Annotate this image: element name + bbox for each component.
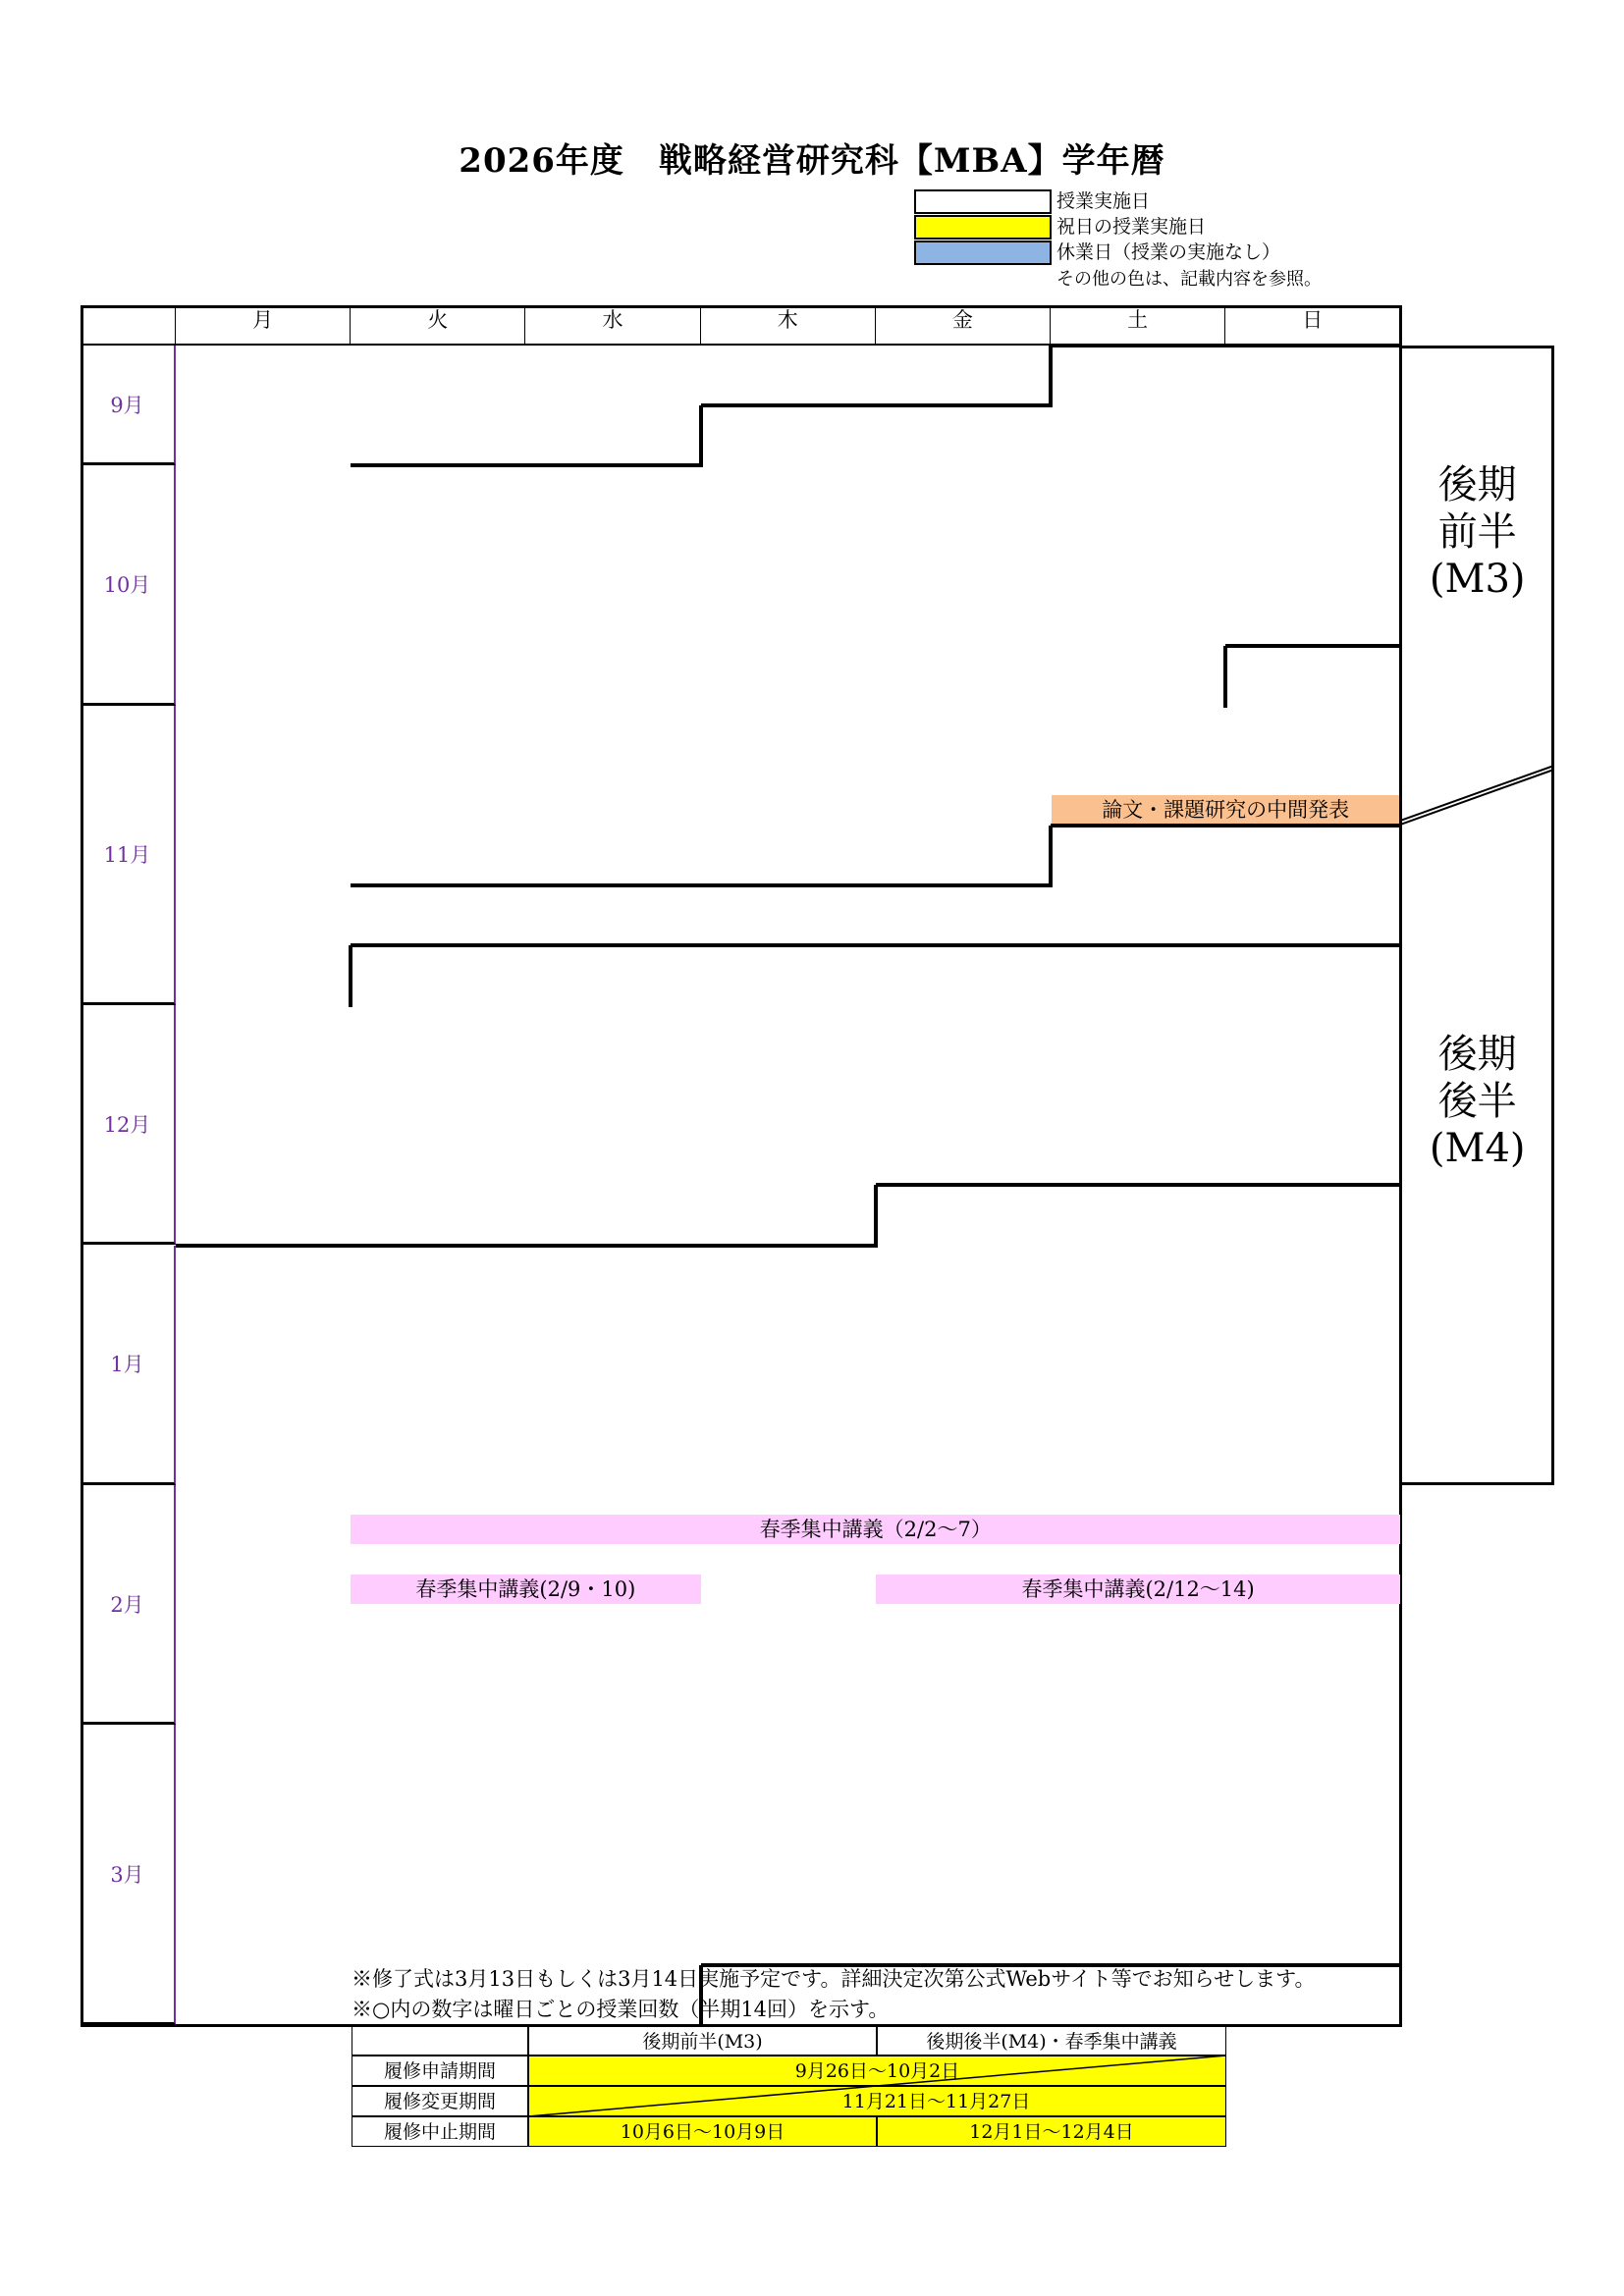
term-boundary-line bbox=[1051, 824, 1402, 828]
term-label-line: 前半 bbox=[1437, 509, 1517, 555]
table-diagonal-lines bbox=[528, 2056, 1226, 2147]
legend-label: 休業日（授業の実施なし） bbox=[1056, 241, 1281, 263]
term-boundary-line bbox=[351, 463, 702, 467]
weekday-header: 水 bbox=[525, 305, 700, 346]
table-header: 後期前半(M3) bbox=[528, 2026, 877, 2056]
table-row-label: 履修申請期間 bbox=[352, 2056, 528, 2086]
term-boundary-line bbox=[349, 945, 352, 1007]
term-boundary-line bbox=[1049, 826, 1053, 887]
month-label: 3月 bbox=[81, 1725, 176, 2025]
legend-swatch-class-day bbox=[914, 189, 1052, 214]
weekday-header: 金 bbox=[876, 305, 1051, 346]
table-cell-period: 12月1日～12月4日 bbox=[877, 2116, 1226, 2147]
term-label-line: (M4) bbox=[1429, 1126, 1526, 1171]
term-label-line: 後半 bbox=[1437, 1079, 1517, 1124]
legend-label: 授業実施日 bbox=[1056, 190, 1151, 212]
month-label: 12月 bbox=[81, 1005, 176, 1245]
term-label-line: 後期 bbox=[1437, 1032, 1517, 1077]
term-boundary-line bbox=[1225, 644, 1402, 648]
table-cell-period: 9月26日～10月2日 bbox=[528, 2056, 1226, 2086]
legend-label: 祝日の授業実施日 bbox=[1056, 216, 1207, 238]
table-row-label: 履修中止期間 bbox=[352, 2116, 528, 2147]
term-boundary-line bbox=[699, 405, 703, 467]
month-label: 10月 bbox=[81, 465, 176, 705]
table-row-label: 履修変更期間 bbox=[352, 2086, 528, 2116]
term-label-first-half bbox=[1402, 461, 1552, 609]
term-boundary-line bbox=[701, 403, 1053, 407]
month-label: 2月 bbox=[81, 1485, 176, 1725]
term-boundary-line bbox=[351, 883, 1053, 887]
midterm-presentation-band: 論文・課題研究の中間発表 bbox=[1052, 795, 1399, 825]
month-label: 11月 bbox=[81, 706, 176, 1006]
month-label: 1月 bbox=[81, 1246, 176, 1485]
term-divider-line bbox=[1400, 766, 1554, 844]
term-boundary-line bbox=[176, 1244, 878, 1248]
term-boundary-line bbox=[351, 943, 1402, 947]
spring-intensive-band: 春季集中講義(2/9・10) bbox=[351, 1575, 700, 1604]
note-graduation: ※修了式は3月13日もしくは3月14日実施予定です。詳細決定次第公式Webサイト等でお知らせします。 bbox=[352, 1967, 1316, 1991]
term-boundary-line bbox=[1051, 344, 1402, 347]
calendar-frame bbox=[81, 305, 1402, 2027]
weekday-header: 木 bbox=[701, 305, 876, 346]
month-label: 9月 bbox=[81, 346, 176, 465]
table-cell-period: 11月21日～11月27日 bbox=[528, 2086, 1226, 2116]
table-corner bbox=[352, 2026, 528, 2056]
weekday-header: 火 bbox=[351, 305, 525, 346]
spring-intensive-band: 春季集中講義(2/12～14) bbox=[876, 1575, 1401, 1604]
weekday-header: 月 bbox=[176, 305, 351, 346]
term-boundary-line bbox=[876, 1183, 1403, 1187]
legend-swatch-closed-day bbox=[914, 240, 1052, 265]
legend-swatch-holiday-class bbox=[914, 215, 1052, 240]
page-title: 2026年度 戦略経営研究科【MBA】学年暦 bbox=[459, 141, 1165, 181]
table-cell-period: 10月6日～10月9日 bbox=[528, 2116, 877, 2147]
term-boundary-line bbox=[1223, 646, 1227, 708]
weekday-header: 土 bbox=[1051, 305, 1225, 346]
term-boundary-line bbox=[1049, 346, 1053, 407]
term-boundary-line bbox=[874, 1185, 878, 1247]
legend-note: その他の色は、記載内容を参照。 bbox=[1056, 269, 1322, 290]
weekday-header: 日 bbox=[1225, 305, 1400, 346]
term-label-line: (M3) bbox=[1429, 557, 1526, 602]
term-label-second-half bbox=[1402, 1031, 1552, 1178]
header-corner bbox=[81, 305, 176, 346]
spring-intensive-band: 春季集中講義（2/2～7） bbox=[351, 1515, 1400, 1544]
note-class-count: ※○内の数字は曜日ごとの授業回数（半期14回）を示す。 bbox=[352, 1998, 890, 2021]
term-label-line: 後期 bbox=[1437, 462, 1517, 507]
table-header: 後期後半(M4)・春季集中講義 bbox=[877, 2026, 1226, 2056]
